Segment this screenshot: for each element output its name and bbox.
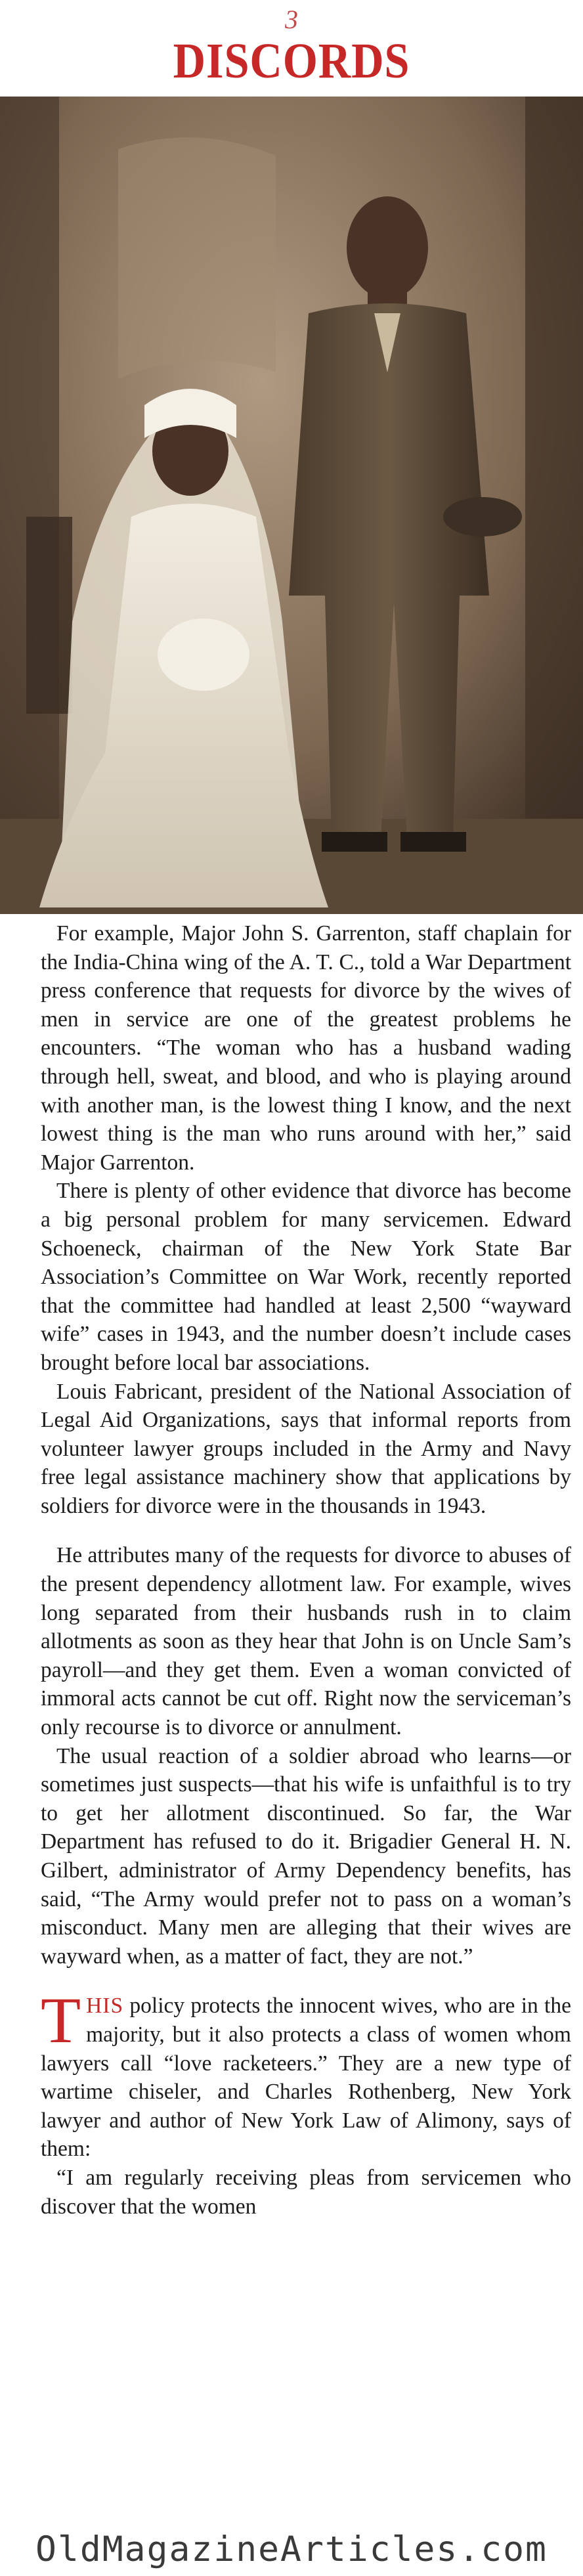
dropcap-paragraph <box>41 1984 571 2164</box>
page-number: 3 <box>285 5 298 34</box>
article-paragraph: There is plenty of other evidence that divorce has become a big personal problem for many servicemen. Edward Schoeneck, chairman of the New York State Bar Association’s Committee on War Work, recently reported that the committee had handled at least 2,500 “wayward wife” cases in 1943, and the number doesn’t include cases brought before local bar associations. <box>41 1179 571 1375</box>
article-paragraph: The usual reaction of a soldier abroad who learns—or sometimes just suspects—that his wife is unfaithful is to try to get her allotment discontinued. So far, the War Department has refused to do it. Brigadier General H. N. Gilbert, administrator of Army Dependency benefits, has said, “The Army would prefer not to pass on a woman’s misconduct. Many men are alleging that their wives are wayward when, as a matter of fact, they are not.” <box>41 1743 571 1969</box>
page-title: DISCORDS <box>173 33 410 89</box>
article-paragraph: Louis Fabricant, president of the National Association of Legal Aid Organizations, says that informal reports from volunteer lawyer groups included in the Army and Navy free legal assistance machinery show that applications by soldiers for divorce were in the thousands in 1943. <box>41 1379 571 1518</box>
lead-caps: HIS <box>86 1994 124 2019</box>
drop-cap: T <box>41 1984 81 2057</box>
site-watermark: OldMagazineArticles.com <box>35 2529 548 2569</box>
article-paragraph: “I am regularly receiving pleas from servicemen who discover that the women <box>41 2165 571 2219</box>
article-paragraph: For example, Major John S. Garrenton, staff chaplain for the India-China wing of the A. T. C., told a War Department press conference that requests for divorce by the wives of men in service are one of the greatest problems he encounters. “The woman who has a husband wading through hell, sweat, and blood, and who is playing around with another man, is the lowest thing I know, and the next lowest thing is the man who runs around with her,” said Major Garrenton. <box>41 921 571 1175</box>
dropcap-paragraph-text: policy protects the innocent wives, who are in the majority, but it also protects a class of women whom lawyers call “love racketeers.” They are a new type of wartime chiseler, and Charles Rothenberg, New York lawyer and author of New York Law of Alimony, says of them: <box>41 1994 571 2162</box>
article-body <box>41 919 571 2221</box>
article-paragraph: He attributes many of the requests for divorce to abuses of the present dependency allotment law. For example, wives long separated from their husbands rush in to claim allotments as soon as they hear that John is on Uncle Sam’s payroll—and they get them. Even a woman convicted of immoral acts cannot be cut off. Right now the serviceman’s only recourse is to divorce or annulment. <box>41 1543 571 1740</box>
wedding-photo <box>0 97 583 914</box>
